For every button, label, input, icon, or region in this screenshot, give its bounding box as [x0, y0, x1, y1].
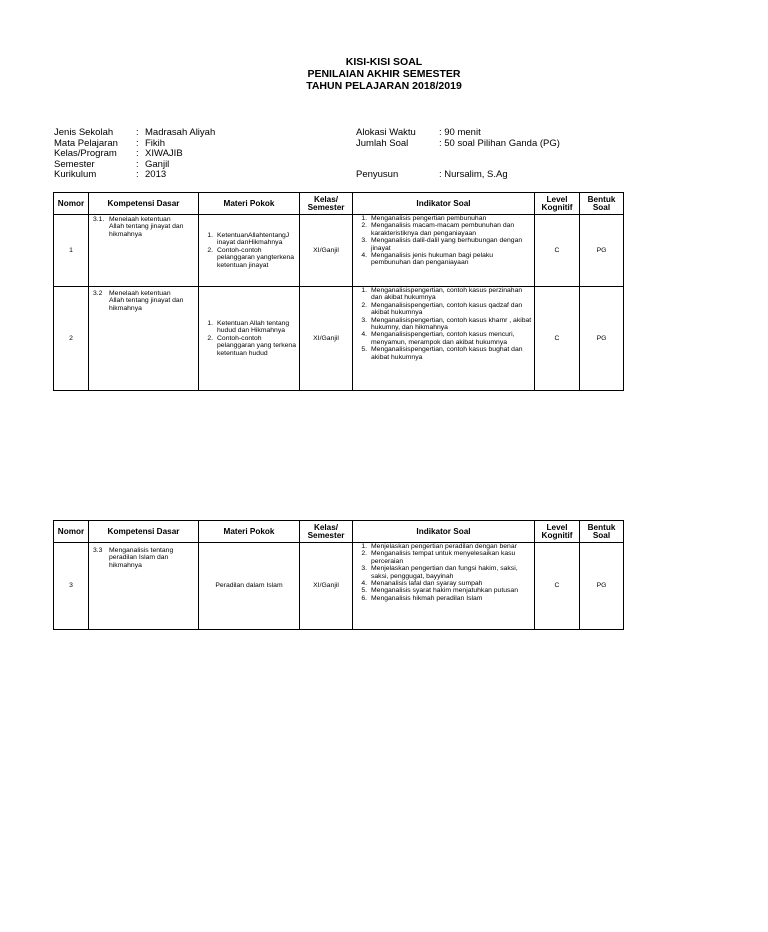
list-item: [353, 302, 532, 317]
kd-text-rest: Allah tentang jinayat dan hikmahnya: [109, 223, 184, 238]
list-text: Menganalisis jenis hukuman bagi pelaku pembunuhan dan penganiayaan: [371, 252, 494, 267]
col-kompetensi-dasar: Kompetensi Dasar: [89, 193, 199, 215]
list-number: 1.: [361, 215, 367, 222]
col-indikator-soal: Indikator Soal: [353, 193, 535, 215]
kisi-table-1: [53, 192, 624, 391]
list-text: Menjelaskan pengertian dan fungsi hakim, saksi, saksi, penggugat, bayyinah: [371, 565, 518, 580]
kd-text-rest: Allah tentang jinayat dan hikmahnya: [109, 297, 184, 312]
list-text: KetentuanAllahtentangJ inayat danHikmahnya: [217, 231, 290, 247]
list-text: Menjelaskan pengertian peradilan dengan benar: [371, 543, 517, 550]
title-line-1: KISI-KISI SOAL: [345, 56, 423, 68]
list-number: 2.: [361, 550, 367, 558]
row-kompetensi-dasar: [89, 287, 199, 391]
col-bentuk-soal: Bentuk Soal: [580, 521, 624, 543]
list-number: 2.: [361, 222, 367, 230]
info-label: Semester: [54, 158, 95, 170]
col-level-kognitif: Level Kognitif: [535, 521, 580, 543]
info-colon: :: [136, 148, 139, 159]
list-text: Menganalisispengertian, contoh kasus perzinahan dan akibat hukumnya: [371, 287, 523, 302]
alokasi-label: Alokasi Waktu: [356, 127, 416, 138]
row-level-kognitif: C: [535, 287, 580, 391]
info-value: Ganjil: [145, 158, 170, 170]
list-text: Menganalisis dalil-dalil yang berhubungan dengan jinayat: [371, 237, 523, 252]
title-line-2: PENILAIAN AKHIR SEMESTER: [307, 68, 461, 80]
info-label: Kurikulum: [54, 169, 97, 180]
list-item: [353, 595, 532, 602]
row-level-kognitif: C: [535, 543, 580, 630]
list-number: 1.: [207, 319, 213, 327]
row-materi-pokok: [199, 287, 300, 391]
kd-text: Menelaah ketentuan: [109, 216, 171, 223]
info-colon: :: [136, 127, 139, 138]
row-nomor: 3: [54, 543, 89, 630]
list-text: Ketentuan Allah tentang hudud dan Hikmahnya: [217, 319, 290, 335]
list-number: 2.: [207, 246, 213, 254]
info-row: [356, 128, 560, 139]
list-item: [199, 247, 297, 269]
col-bentuk-soal: Bentuk Soal: [580, 193, 624, 215]
title-line-3: TAHUN PELAJARAN 2018/2019: [306, 80, 462, 92]
list-item: [353, 252, 532, 267]
row-bentuk-soal: PG: [580, 215, 624, 287]
info-row: [54, 128, 215, 139]
kd-text: Menganalisis tentang: [109, 547, 174, 554]
row-kelas-semester: XI/Ganjil: [300, 543, 353, 630]
list-item: [353, 550, 532, 565]
info-row: [54, 149, 215, 160]
table-header-row: [54, 521, 624, 543]
row-bentuk-soal: PG: [580, 287, 624, 391]
col-kelas-semester: Kelas/ Semester: [300, 193, 353, 215]
penyusun-label: Penyusun: [356, 169, 399, 180]
info-colon: :: [136, 137, 139, 149]
list-number: 1.: [361, 543, 367, 550]
row-nomor: 1: [54, 215, 89, 287]
list-item: [353, 317, 532, 332]
kd-number: 3.3: [93, 547, 103, 554]
list-number: 3.: [361, 237, 367, 245]
list-number: 4.: [361, 331, 367, 339]
col-materi-pokok: Materi Pokok: [199, 193, 300, 215]
row-indikator-soal: [353, 287, 535, 391]
table-row: [54, 287, 624, 391]
list-number: 3.: [361, 565, 367, 573]
row-materi-pokok: Peradilan dalam Islam: [199, 543, 300, 630]
col-indikator-soal: Indikator Soal: [353, 521, 535, 543]
row-indikator-soal: [353, 543, 535, 630]
penyusun-value: : Nursalim, S.Ag: [439, 169, 508, 180]
col-materi-pokok: Materi Pokok: [199, 521, 300, 543]
row-bentuk-soal: PG: [580, 543, 624, 630]
row-kompetensi-dasar: [89, 215, 199, 287]
document-title: [0, 56, 768, 92]
info-row: [356, 170, 560, 181]
list-item: [199, 232, 297, 247]
row-kelas-semester: XI/Ganjil: [300, 215, 353, 287]
list-item: [353, 287, 532, 302]
list-text: Menganalisis syarat hakim menjatuhkan putusan: [371, 587, 518, 595]
list-item: [353, 580, 532, 587]
jumlah-value: : 50 soal Pilihan Ganda (PG): [439, 137, 560, 149]
info-label: Mata Pelajaran: [54, 137, 118, 149]
list-item: [353, 565, 532, 580]
kd-text: Menelaah ketentuan: [109, 290, 171, 297]
info-value: 2013: [145, 169, 167, 180]
list-item: [199, 320, 297, 335]
info-colon: :: [136, 169, 139, 180]
list-number: 4.: [361, 580, 367, 588]
list-number: 4.: [361, 252, 367, 260]
row-kompetensi-dasar: [89, 543, 199, 630]
info-label: Jenis Sekolah: [54, 127, 114, 138]
kd-number: 3.1.: [93, 216, 105, 223]
info-colon: :: [136, 158, 139, 170]
row-nomor: 2: [54, 287, 89, 391]
col-nomor: Nomor: [54, 521, 89, 543]
col-kelas-semester: Kelas/ Semester: [300, 521, 353, 543]
list-item: [353, 215, 532, 222]
list-text: Menanalisis lafal dan syaray sumpah: [371, 580, 483, 588]
list-text: Menganalisis macam-macam pembunuhan dan karakteristiknya dan penganiayaan: [371, 222, 515, 237]
list-text: Menganalisis tempat untuk menyelesaikan kasu perceraian: [371, 550, 516, 565]
list-item: [199, 335, 297, 357]
table-row: [54, 543, 624, 630]
info-row: [54, 170, 215, 181]
list-number: 3.: [361, 316, 367, 324]
info-label: Kelas/Program: [54, 148, 117, 159]
info-value: Fikih: [145, 137, 166, 149]
list-text: Menganalisis pengertian pembunuhan: [371, 215, 487, 222]
row-level-kognitif: C: [535, 215, 580, 287]
info-left: [54, 128, 215, 181]
col-kompetensi-dasar: Kompetensi Dasar: [89, 521, 199, 543]
row-materi-pokok: [199, 215, 300, 287]
list-number: 1.: [361, 287, 367, 294]
col-nomor: Nomor: [54, 193, 89, 215]
list-text: Menganalisispengertian, contoh kasus qadzaf dan akibat hukumnya: [371, 301, 523, 317]
list-text: Menganalisispengertian, contoh kasus khamr , akibat hukumny, dan hikmahnya: [371, 316, 532, 332]
col-level-kognitif: Level Kognitif: [535, 193, 580, 215]
list-text: Contoh-contoh pelanggaran yang terkena ketentuan hudud: [217, 334, 296, 357]
info-row: [356, 139, 560, 150]
info-value: XIWAJIB: [145, 148, 183, 159]
kd-text-rest: peradilan Islam dan hikmahnya: [109, 554, 169, 569]
list-number: 2.: [361, 301, 367, 309]
list-item: [353, 543, 532, 550]
alokasi-value: : 90 menit: [439, 127, 481, 138]
info-value: Madrasah Aliyah: [145, 127, 216, 138]
list-text: Menganalisis hikmah peradilan Islam: [371, 594, 483, 602]
list-text: Menganalisispengertian, contoh kasus mencuri, menyamun, merampok dan akibat hukumnya: [371, 331, 515, 346]
table-header-row: [54, 193, 624, 215]
list-item: [353, 346, 532, 361]
kisi-table-2: [53, 520, 624, 630]
table-row: [54, 215, 624, 287]
list-item: [353, 331, 532, 346]
kd-number: 3.2: [93, 290, 103, 297]
row-kelas-semester: XI/Ganjil: [300, 287, 353, 391]
row-indikator-soal: [353, 215, 535, 287]
list-number: 1.: [207, 231, 213, 239]
info-right: [356, 128, 560, 181]
list-item: [353, 222, 532, 237]
list-number: 5.: [361, 587, 367, 595]
list-number: 5.: [361, 346, 367, 354]
list-number: 2.: [207, 334, 213, 342]
list-number: 6.: [361, 594, 367, 602]
list-text: Contoh-contoh pelanggaran yangterkena ketentuan jinayat: [217, 246, 295, 269]
jumlah-label: Jumlah Soal: [356, 137, 409, 149]
list-text: Menganalisispengertian, contoh kasus bughat dan akibat hukumnya: [371, 346, 523, 361]
list-item: [353, 587, 532, 594]
list-item: [353, 237, 532, 252]
